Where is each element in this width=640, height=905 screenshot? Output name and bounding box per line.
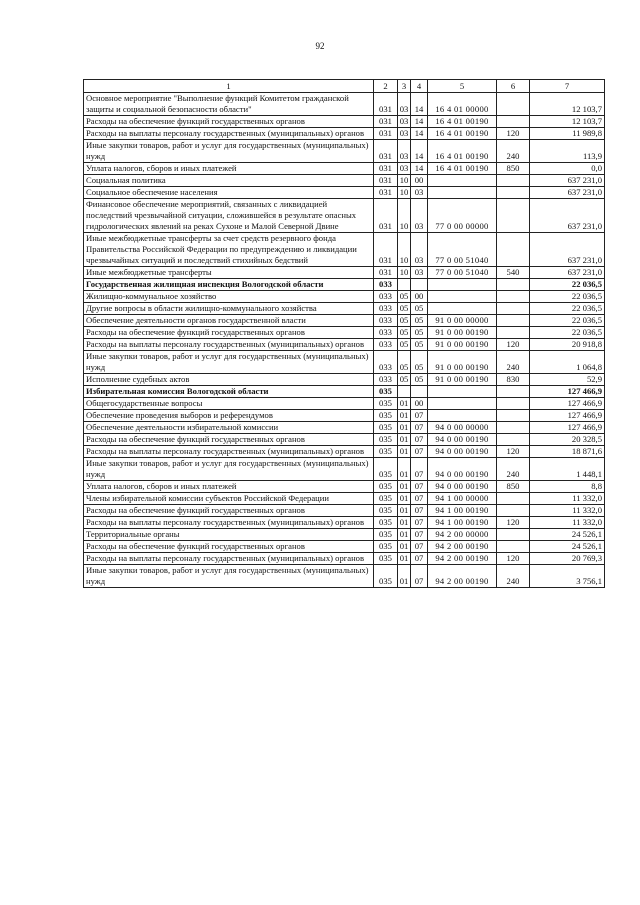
row-code-gr-cell: 035 — [374, 505, 398, 517]
row-target-article-cell: 77 0 00 51040 — [428, 267, 497, 279]
table-row — [84, 303, 605, 315]
row-amount-cell: 637 231,0 — [530, 175, 605, 187]
row-subsection-cell: 05 — [411, 303, 428, 315]
row-code-gr-cell: 035 — [374, 565, 398, 588]
row-section-cell: 03 — [398, 163, 411, 175]
row-subsection-cell: 07 — [411, 553, 428, 565]
row-name-cell: Социальное обеспечение населения — [84, 187, 374, 199]
row-expense-type-cell — [497, 233, 530, 267]
table-row — [84, 505, 605, 517]
row-amount-cell: 18 871,6 — [530, 446, 605, 458]
row-name-cell: Иные закупки товаров, работ и услуг для государственных (муниципальных) нужд — [84, 565, 374, 588]
row-subsection-cell — [411, 386, 428, 398]
row-name-cell: Расходы на выплаты персоналу государственных (муниципальных) органов — [84, 446, 374, 458]
row-code-gr-cell: 035 — [374, 529, 398, 541]
row-subsection-cell: 05 — [411, 351, 428, 374]
table-row — [84, 529, 605, 541]
row-amount-cell: 22 036,5 — [530, 303, 605, 315]
row-name-cell: Расходы на обеспечение функций государственных органов — [84, 505, 374, 517]
row-section-cell: 03 — [398, 128, 411, 140]
row-target-article-cell: 94 0 00 00190 — [428, 446, 497, 458]
row-expense-type-cell — [497, 303, 530, 315]
row-amount-cell: 113,9 — [530, 140, 605, 163]
row-expense-type-cell — [497, 505, 530, 517]
row-amount-cell: 8,8 — [530, 481, 605, 493]
row-code-gr-cell: 031 — [374, 128, 398, 140]
row-subsection-cell: 00 — [411, 291, 428, 303]
row-section-cell — [398, 279, 411, 291]
row-subsection-cell: 07 — [411, 458, 428, 481]
row-amount-cell: 22 036,5 — [530, 327, 605, 339]
row-amount-cell: 127 466,9 — [530, 398, 605, 410]
column-header-6: 6 — [497, 80, 530, 93]
row-expense-type-cell — [497, 434, 530, 446]
row-amount-cell: 12 103,7 — [530, 93, 605, 116]
table-row — [84, 327, 605, 339]
row-section-cell: 01 — [398, 410, 411, 422]
table-row — [84, 410, 605, 422]
row-amount-cell: 22 036,5 — [530, 315, 605, 327]
row-target-article-cell — [428, 410, 497, 422]
row-target-article-cell: 94 0 00 00190 — [428, 481, 497, 493]
row-target-article-cell: 94 2 00 00190 — [428, 565, 497, 588]
row-subsection-cell: 07 — [411, 505, 428, 517]
row-section-cell: 05 — [398, 374, 411, 386]
table-row — [84, 517, 605, 529]
row-subsection-cell: 05 — [411, 339, 428, 351]
row-target-article-cell: 91 0 00 00190 — [428, 327, 497, 339]
row-amount-cell: 1 064,8 — [530, 351, 605, 374]
row-expense-type-cell: 120 — [497, 446, 530, 458]
table-row — [84, 315, 605, 327]
row-subsection-cell: 07 — [411, 493, 428, 505]
column-header-1: 1 — [84, 80, 374, 93]
row-amount-cell: 52,9 — [530, 374, 605, 386]
row-name-cell: Расходы на выплаты персоналу государственных (муниципальных) органов — [84, 517, 374, 529]
row-name-cell: Иные межбюджетные трансферты — [84, 267, 374, 279]
row-code-gr-cell: 035 — [374, 410, 398, 422]
row-code-gr-cell: 035 — [374, 434, 398, 446]
row-amount-cell: 637 231,0 — [530, 199, 605, 233]
row-name-cell: Избирательная комиссия Вологодской области — [84, 386, 374, 398]
row-expense-type-cell: 120 — [497, 553, 530, 565]
row-section-cell: 03 — [398, 116, 411, 128]
row-section-cell: 05 — [398, 351, 411, 374]
row-name-cell: Расходы на выплаты персоналу государственных (муниципальных) органов — [84, 128, 374, 140]
row-name-cell: Члены избирательной комиссии субъектов Российской Федерации — [84, 493, 374, 505]
row-code-gr-cell: 035 — [374, 481, 398, 493]
row-subsection-cell — [411, 279, 428, 291]
row-name-cell: Расходы на обеспечение функций государственных органов — [84, 434, 374, 446]
row-section-cell: 01 — [398, 553, 411, 565]
row-amount-cell: 20 769,3 — [530, 553, 605, 565]
row-expense-type-cell — [497, 187, 530, 199]
row-subsection-cell: 07 — [411, 565, 428, 588]
row-subsection-cell: 00 — [411, 175, 428, 187]
row-section-cell: 01 — [398, 517, 411, 529]
row-name-cell: Иные закупки товаров, работ и услуг для государственных (муниципальных) нужд — [84, 351, 374, 374]
row-target-article-cell — [428, 303, 497, 315]
column-header-2: 2 — [374, 80, 398, 93]
row-expense-type-cell: 540 — [497, 267, 530, 279]
row-subsection-cell: 03 — [411, 233, 428, 267]
table-row — [84, 279, 605, 291]
row-expense-type-cell: 830 — [497, 374, 530, 386]
row-amount-cell: 20 328,5 — [530, 434, 605, 446]
row-name-cell: Расходы на выплаты персоналу государственных (муниципальных) органов — [84, 553, 374, 565]
row-target-article-cell: 94 1 00 00000 — [428, 493, 497, 505]
table-row — [84, 233, 605, 267]
row-target-article-cell — [428, 386, 497, 398]
row-section-cell: 10 — [398, 199, 411, 233]
row-target-article-cell: 16 4 01 00190 — [428, 140, 497, 163]
row-target-article-cell: 16 4 01 00190 — [428, 163, 497, 175]
row-expense-type-cell: 240 — [497, 351, 530, 374]
row-expense-type-cell: 120 — [497, 128, 530, 140]
table-row — [84, 93, 605, 116]
row-code-gr-cell: 035 — [374, 422, 398, 434]
row-name-cell: Основное мероприятие "Выполнение функций Комитетом гражданской защиты и социальной безопасности области" — [84, 93, 374, 116]
row-amount-cell: 3 756,1 — [530, 565, 605, 588]
row-name-cell: Уплата налогов, сборов и иных платежей — [84, 481, 374, 493]
column-header-4: 4 — [411, 80, 428, 93]
budget-table-body — [84, 80, 605, 588]
row-code-gr-cell: 031 — [374, 233, 398, 267]
row-target-article-cell: 94 0 00 00000 — [428, 422, 497, 434]
row-section-cell: 01 — [398, 481, 411, 493]
row-section-cell: 10 — [398, 233, 411, 267]
row-name-cell: Государственная жилищная инспекция Вологодской области — [84, 279, 374, 291]
page-number: 92 — [315, 41, 325, 51]
row-subsection-cell: 05 — [411, 327, 428, 339]
row-expense-type-cell: 240 — [497, 140, 530, 163]
row-name-cell: Социальная политика — [84, 175, 374, 187]
table-row — [84, 553, 605, 565]
row-section-cell: 01 — [398, 541, 411, 553]
table-row — [84, 163, 605, 175]
row-target-article-cell: 91 0 00 00190 — [428, 339, 497, 351]
row-name-cell: Обеспечение проведения выборов и референдумов — [84, 410, 374, 422]
row-expense-type-cell — [497, 327, 530, 339]
row-amount-cell: 11 332,0 — [530, 505, 605, 517]
row-code-gr-cell: 035 — [374, 386, 398, 398]
row-target-article-cell: 16 4 01 00190 — [428, 128, 497, 140]
row-code-gr-cell: 035 — [374, 458, 398, 481]
row-section-cell: 01 — [398, 493, 411, 505]
row-target-article-cell — [428, 279, 497, 291]
row-target-article-cell — [428, 291, 497, 303]
row-amount-cell: 11 332,0 — [530, 493, 605, 505]
row-name-cell: Расходы на обеспечение функций государственных органов — [84, 327, 374, 339]
row-expense-type-cell — [497, 315, 530, 327]
row-section-cell: 05 — [398, 291, 411, 303]
row-name-cell: Иные межбюджетные трансферты за счет средств резервного фонда Правительства Российской Федерации по предупреждению и ликвидации чрезвычайных ситуаций и последствий стихийных бедствий — [84, 233, 374, 267]
row-expense-type-cell — [497, 199, 530, 233]
row-target-article-cell: 77 0 00 00000 — [428, 199, 497, 233]
table-row — [84, 187, 605, 199]
row-section-cell: 05 — [398, 339, 411, 351]
row-code-gr-cell: 031 — [374, 267, 398, 279]
row-name-cell: Иные закупки товаров, работ и услуг для государственных (муниципальных) нужд — [84, 458, 374, 481]
row-amount-cell: 1 448,1 — [530, 458, 605, 481]
row-target-article-cell — [428, 187, 497, 199]
row-code-gr-cell: 033 — [374, 339, 398, 351]
row-subsection-cell: 07 — [411, 541, 428, 553]
table-row — [84, 398, 605, 410]
row-code-gr-cell: 031 — [374, 116, 398, 128]
row-code-gr-cell: 033 — [374, 315, 398, 327]
row-subsection-cell: 05 — [411, 315, 428, 327]
row-amount-cell: 12 103,7 — [530, 116, 605, 128]
row-section-cell: 10 — [398, 175, 411, 187]
table-row — [84, 374, 605, 386]
row-section-cell — [398, 386, 411, 398]
row-subsection-cell: 05 — [411, 374, 428, 386]
row-section-cell: 05 — [398, 327, 411, 339]
row-code-gr-cell: 033 — [374, 303, 398, 315]
row-subsection-cell: 00 — [411, 398, 428, 410]
row-code-gr-cell: 031 — [374, 199, 398, 233]
row-name-cell: Территориальные органы — [84, 529, 374, 541]
row-expense-type-cell — [497, 93, 530, 116]
row-expense-type-cell: 120 — [497, 339, 530, 351]
row-expense-type-cell — [497, 398, 530, 410]
row-section-cell: 01 — [398, 398, 411, 410]
row-subsection-cell: 03 — [411, 187, 428, 199]
row-subsection-cell: 07 — [411, 434, 428, 446]
column-header-3: 3 — [398, 80, 411, 93]
row-section-cell: 10 — [398, 267, 411, 279]
row-expense-type-cell — [497, 279, 530, 291]
row-subsection-cell: 07 — [411, 517, 428, 529]
row-code-gr-cell: 033 — [374, 351, 398, 374]
row-section-cell: 05 — [398, 315, 411, 327]
row-name-cell: Жилищно-коммунальное хозяйство — [84, 291, 374, 303]
row-expense-type-cell — [497, 422, 530, 434]
row-target-article-cell: 94 0 00 00190 — [428, 434, 497, 446]
row-subsection-cell: 07 — [411, 529, 428, 541]
row-code-gr-cell: 035 — [374, 446, 398, 458]
row-name-cell: Обеспечение деятельности органов государственной власти — [84, 315, 374, 327]
row-amount-cell: 11 989,8 — [530, 128, 605, 140]
row-subsection-cell: 14 — [411, 116, 428, 128]
row-target-article-cell: 91 0 00 00000 — [428, 315, 497, 327]
row-name-cell: Обеспечение деятельности избирательной комиссии — [84, 422, 374, 434]
row-section-cell: 03 — [398, 93, 411, 116]
row-target-article-cell: 94 1 00 00190 — [428, 517, 497, 529]
row-section-cell: 05 — [398, 303, 411, 315]
row-code-gr-cell: 031 — [374, 163, 398, 175]
row-expense-type-cell — [497, 175, 530, 187]
budget-table — [83, 79, 605, 588]
table-row — [84, 339, 605, 351]
table-row — [84, 116, 605, 128]
row-section-cell: 01 — [398, 529, 411, 541]
row-expense-type-cell: 240 — [497, 565, 530, 588]
row-target-article-cell: 77 0 00 51040 — [428, 233, 497, 267]
row-expense-type-cell — [497, 529, 530, 541]
row-expense-type-cell — [497, 291, 530, 303]
row-amount-cell: 20 918,8 — [530, 339, 605, 351]
column-header-7: 7 — [530, 80, 605, 93]
table-row — [84, 128, 605, 140]
table-row — [84, 493, 605, 505]
row-expense-type-cell — [497, 386, 530, 398]
row-target-article-cell: 94 2 00 00190 — [428, 541, 497, 553]
row-section-cell: 01 — [398, 422, 411, 434]
row-subsection-cell: 03 — [411, 199, 428, 233]
row-code-gr-cell: 035 — [374, 398, 398, 410]
row-code-gr-cell: 033 — [374, 291, 398, 303]
row-code-gr-cell: 035 — [374, 493, 398, 505]
row-name-cell: Финансовое обеспечение мероприятий, связанных с ликвидацией последствий чрезвычайной ситуации, сложившейся в результате опасных гидрологических явлений на реках Сухоне и Малой Северной Двине — [84, 199, 374, 233]
table-row — [84, 291, 605, 303]
row-name-cell: Расходы на обеспечение функций государственных органов — [84, 116, 374, 128]
row-subsection-cell: 14 — [411, 93, 428, 116]
row-expense-type-cell — [497, 410, 530, 422]
table-row — [84, 541, 605, 553]
row-expense-type-cell: 850 — [497, 481, 530, 493]
row-amount-cell: 637 231,0 — [530, 233, 605, 267]
row-section-cell: 10 — [398, 187, 411, 199]
row-expense-type-cell: 240 — [497, 458, 530, 481]
table-header-row — [84, 80, 605, 93]
row-target-article-cell: 94 1 00 00190 — [428, 505, 497, 517]
row-amount-cell: 127 466,9 — [530, 386, 605, 398]
row-code-gr-cell: 031 — [374, 140, 398, 163]
table-row — [84, 434, 605, 446]
table-row — [84, 458, 605, 481]
row-expense-type-cell — [497, 541, 530, 553]
row-subsection-cell: 14 — [411, 128, 428, 140]
row-amount-cell: 0,0 — [530, 163, 605, 175]
row-name-cell: Расходы на обеспечение функций государственных органов — [84, 541, 374, 553]
row-code-gr-cell: 033 — [374, 374, 398, 386]
table-row — [84, 481, 605, 493]
row-amount-cell: 22 036,5 — [530, 279, 605, 291]
row-target-article-cell: 16 4 01 00000 — [428, 93, 497, 116]
row-name-cell: Исполнение судебных актов — [84, 374, 374, 386]
row-section-cell: 01 — [398, 458, 411, 481]
row-name-cell: Уплата налогов, сборов и иных платежей — [84, 163, 374, 175]
row-code-gr-cell: 031 — [374, 175, 398, 187]
row-expense-type-cell — [497, 116, 530, 128]
table-row — [84, 386, 605, 398]
row-name-cell: Общегосударственные вопросы — [84, 398, 374, 410]
table-row — [84, 351, 605, 374]
table-row — [84, 565, 605, 588]
column-header-5: 5 — [428, 80, 497, 93]
table-row — [84, 175, 605, 187]
row-name-cell: Расходы на выплаты персоналу государственных (муниципальных) органов — [84, 339, 374, 351]
row-name-cell: Другие вопросы в области жилищно-коммунального хозяйства — [84, 303, 374, 315]
row-subsection-cell: 14 — [411, 140, 428, 163]
row-target-article-cell: 16 4 01 00190 — [428, 116, 497, 128]
row-amount-cell: 24 526,1 — [530, 541, 605, 553]
row-target-article-cell: 94 0 00 00190 — [428, 458, 497, 481]
row-subsection-cell: 07 — [411, 410, 428, 422]
table-row — [84, 199, 605, 233]
row-subsection-cell: 07 — [411, 422, 428, 434]
row-target-article-cell — [428, 175, 497, 187]
row-expense-type-cell — [497, 493, 530, 505]
row-amount-cell: 127 466,9 — [530, 410, 605, 422]
row-target-article-cell: 91 0 00 00190 — [428, 351, 497, 374]
row-code-gr-cell: 035 — [374, 553, 398, 565]
row-section-cell: 01 — [398, 446, 411, 458]
row-amount-cell: 637 231,0 — [530, 267, 605, 279]
row-code-gr-cell: 031 — [374, 93, 398, 116]
table-row — [84, 267, 605, 279]
row-target-article-cell: 94 2 00 00000 — [428, 529, 497, 541]
table-row — [84, 446, 605, 458]
row-target-article-cell: 94 2 00 00190 — [428, 553, 497, 565]
row-code-gr-cell: 035 — [374, 517, 398, 529]
row-amount-cell: 127 466,9 — [530, 422, 605, 434]
row-code-gr-cell: 031 — [374, 187, 398, 199]
table-row — [84, 422, 605, 434]
row-subsection-cell: 03 — [411, 267, 428, 279]
row-section-cell: 03 — [398, 140, 411, 163]
row-amount-cell: 24 526,1 — [530, 529, 605, 541]
table-row — [84, 140, 605, 163]
row-expense-type-cell: 850 — [497, 163, 530, 175]
row-expense-type-cell: 120 — [497, 517, 530, 529]
row-subsection-cell: 07 — [411, 446, 428, 458]
row-target-article-cell — [428, 398, 497, 410]
row-subsection-cell: 07 — [411, 481, 428, 493]
row-code-gr-cell: 033 — [374, 279, 398, 291]
row-name-cell: Иные закупки товаров, работ и услуг для государственных (муниципальных) нужд — [84, 140, 374, 163]
row-amount-cell: 22 036,5 — [530, 291, 605, 303]
row-target-article-cell: 91 0 00 00190 — [428, 374, 497, 386]
row-code-gr-cell: 035 — [374, 541, 398, 553]
row-section-cell: 01 — [398, 565, 411, 588]
row-subsection-cell: 14 — [411, 163, 428, 175]
row-amount-cell: 11 332,0 — [530, 517, 605, 529]
row-section-cell: 01 — [398, 434, 411, 446]
row-section-cell: 01 — [398, 505, 411, 517]
row-amount-cell: 637 231,0 — [530, 187, 605, 199]
row-code-gr-cell: 033 — [374, 327, 398, 339]
